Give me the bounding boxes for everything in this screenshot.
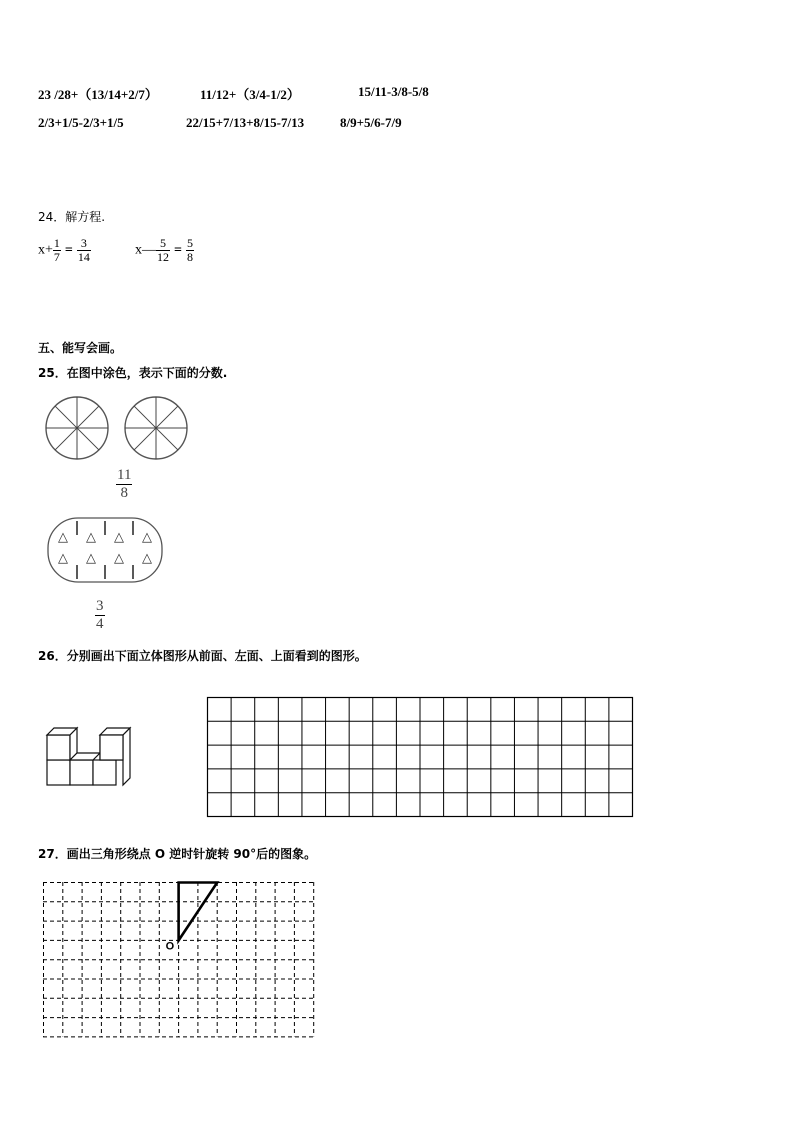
q25-title: 25．在图中涂色，表示下面的分数. (38, 366, 228, 380)
q26-title: 26．分别画出下面立体图形从前面、左面、上面看到的图形。 (38, 649, 367, 663)
cube-side (123, 728, 130, 785)
q27-dashed-grid[interactable] (43, 882, 315, 1037)
q23-expr-3: 15/11-3/8-5/8 (358, 84, 429, 99)
q23-expr-6: 8/9+5/6-7/9 (340, 115, 402, 130)
point-o-label: O (165, 940, 175, 953)
triangle-item[interactable]: △ (58, 530, 68, 545)
q23-expr-1: 23 /28+（13/14+2/7） (38, 87, 158, 102)
eq1-frac-den: 7 (53, 250, 60, 264)
q25-capsule-shape (47, 517, 163, 583)
q25-frac2-num: 3 (96, 598, 104, 614)
q24-title: 24．解方程. (38, 210, 106, 224)
q25-frac1-den: 8 (120, 485, 128, 501)
eq2-op: — (142, 242, 156, 258)
section5-title: 五、能写会画。 (38, 341, 123, 355)
q27-title: 27．画出三角形绕点 O 逆时针旋转 90°后的图象。 (38, 847, 317, 861)
eq1-equals: = (64, 242, 73, 258)
q23-expr-4: 2/3+1/5-2/3+1/5 (38, 115, 124, 130)
eq2-rhs-den: 8 (186, 250, 193, 264)
cube-face (100, 735, 123, 760)
triangle-item[interactable]: △ (142, 530, 152, 545)
triangle-item[interactable]: △ (58, 551, 68, 566)
q25-fraction-2 (95, 598, 105, 633)
triangle-item[interactable]: △ (114, 530, 124, 545)
q26-cube-figure (46, 720, 136, 788)
cube-face (70, 760, 93, 785)
triangle-item[interactable]: △ (86, 530, 96, 545)
triangle-item[interactable]: △ (142, 551, 152, 566)
eq1-op: + (45, 242, 53, 258)
eq2-frac-num: 5 (156, 237, 170, 251)
eq1-frac-num: 1 (53, 236, 60, 250)
triangle-item[interactable]: △ (86, 551, 96, 566)
q26-drawing-grid[interactable] (207, 697, 633, 818)
q25-fraction-1 (116, 467, 132, 502)
q25-frac1-num: 11 (117, 467, 132, 483)
cube-face (47, 760, 70, 785)
eq1-var: x (38, 242, 45, 258)
triangle-item[interactable]: △ (114, 551, 124, 566)
eq1-rhs-den: 14 (77, 250, 90, 264)
q23-expr-2: 11/12+（3/4-1/2） (200, 87, 300, 102)
eq2-equals: = (174, 242, 182, 258)
eq2-rhs-num: 5 (186, 236, 193, 250)
eq2-frac-den: 12 (157, 250, 169, 264)
cube-face (47, 735, 70, 760)
cube-face (93, 760, 116, 785)
q23-expr-5: 22/15+7/13+8/15-7/13 (186, 115, 305, 130)
eq1-rhs-num: 3 (77, 237, 91, 251)
eq2-var: x (135, 242, 142, 258)
q25-frac2-den: 4 (96, 616, 104, 632)
